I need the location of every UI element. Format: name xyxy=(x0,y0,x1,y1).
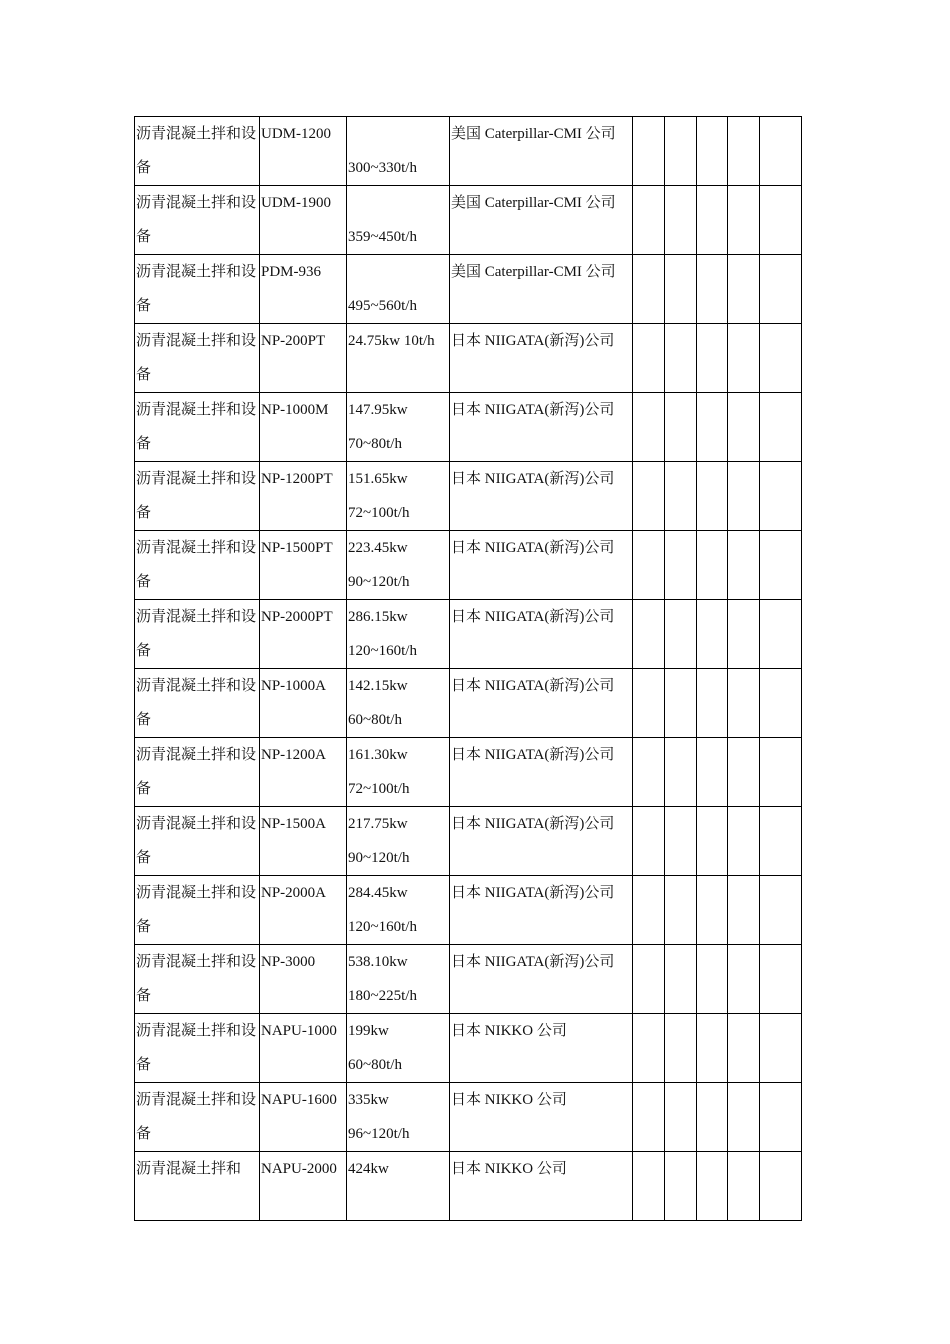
equipment-name: 沥青混凝土拌和设备 xyxy=(136,816,257,866)
power-rating xyxy=(347,255,449,289)
empty-cell xyxy=(633,186,665,255)
equipment-name: 沥青混凝土拌和设备 xyxy=(136,471,257,521)
model-cell xyxy=(260,117,347,186)
empty-cell xyxy=(633,462,665,531)
empty-cell xyxy=(760,462,802,531)
model-number: UDM-1900 xyxy=(261,195,331,211)
equipment-name-cell xyxy=(135,117,260,186)
empty-cell xyxy=(633,807,665,876)
empty-cell xyxy=(760,117,802,186)
power-rating: 199kw xyxy=(348,1023,389,1039)
equipment-name-cell xyxy=(135,462,260,531)
model-cell xyxy=(260,1014,347,1083)
model-cell xyxy=(260,738,347,807)
empty-cell xyxy=(728,462,760,531)
empty-cell xyxy=(633,738,665,807)
equipment-name: 沥青混凝土拌和设备 xyxy=(136,1092,257,1142)
empty-cell xyxy=(665,945,697,1014)
model-cell xyxy=(260,945,347,1014)
table-row xyxy=(135,738,802,807)
empty-cell xyxy=(728,807,760,876)
empty-cell xyxy=(697,945,728,1014)
model-number: NAPU-2000 xyxy=(261,1161,337,1177)
empty-cell xyxy=(665,531,697,600)
capacity-rating xyxy=(347,1186,449,1220)
model-number: PDM-936 xyxy=(261,264,322,280)
power-rating: 142.15kw xyxy=(348,678,408,694)
table-row xyxy=(135,117,802,186)
power-rating: 286.15kw xyxy=(348,609,408,625)
power-rating xyxy=(347,117,449,151)
manufacturer: 日本 NIIGATA(新泻)公司 xyxy=(451,816,615,832)
empty-cell xyxy=(633,1014,665,1083)
empty-cell xyxy=(633,255,665,324)
model-number: NP-2000PT xyxy=(261,609,333,625)
empty-cell xyxy=(665,669,697,738)
spec-cell xyxy=(347,393,450,462)
equipment-name-cell xyxy=(135,1152,260,1221)
empty-cell xyxy=(633,600,665,669)
empty-cell xyxy=(760,255,802,324)
capacity-rating: 60~80t/h xyxy=(348,1057,402,1073)
capacity-rating: 120~160t/h xyxy=(348,643,417,659)
equipment-name-cell xyxy=(135,669,260,738)
empty-cell xyxy=(665,876,697,945)
manufacturer: 日本 NIIGATA(新泻)公司 xyxy=(451,402,615,418)
equipment-name: 沥青混凝土拌和设备 xyxy=(136,333,257,383)
capacity-rating: 60~80t/h xyxy=(348,712,402,728)
empty-cell xyxy=(728,324,760,393)
power-rating: 24.75kw 10t/h xyxy=(348,333,435,349)
manufacturer: 日本 NIIGATA(新泻)公司 xyxy=(451,885,615,901)
equipment-name: 沥青混凝土拌和设备 xyxy=(136,609,257,659)
spec-cell xyxy=(347,1014,450,1083)
empty-cell xyxy=(728,1083,760,1152)
equipment-name-cell xyxy=(135,1014,260,1083)
empty-cell xyxy=(633,876,665,945)
empty-cell xyxy=(760,186,802,255)
model-number: NP-200PT xyxy=(261,333,326,349)
equipment-name-cell xyxy=(135,876,260,945)
table-row xyxy=(135,393,802,462)
capacity-rating: 96~120t/h xyxy=(348,1126,410,1142)
equipment-table xyxy=(134,116,802,1221)
manufacturer: 日本 NIKKO 公司 xyxy=(451,1161,567,1177)
empty-cell xyxy=(760,876,802,945)
table-row xyxy=(135,1083,802,1152)
manufacturer-cell xyxy=(450,462,633,531)
empty-cell xyxy=(760,1014,802,1083)
spec-cell xyxy=(347,324,450,393)
manufacturer-cell xyxy=(450,600,633,669)
empty-cell xyxy=(697,1152,728,1221)
model-cell xyxy=(260,669,347,738)
manufacturer: 日本 NIIGATA(新泻)公司 xyxy=(451,954,615,970)
manufacturer: 美国 Caterpillar-CMI 公司 xyxy=(451,264,616,280)
table-row xyxy=(135,600,802,669)
empty-cell xyxy=(728,393,760,462)
manufacturer: 日本 NIIGATA(新泻)公司 xyxy=(451,471,615,487)
manufacturer-cell xyxy=(450,117,633,186)
model-cell xyxy=(260,186,347,255)
table-row xyxy=(135,324,802,393)
empty-cell xyxy=(760,324,802,393)
equipment-name: 沥青混凝土拌和 xyxy=(136,1161,242,1177)
model-number: NP-1200PT xyxy=(261,471,333,487)
capacity-rating: 70~80t/h xyxy=(348,436,402,452)
model-cell xyxy=(260,876,347,945)
spec-cell xyxy=(347,600,450,669)
table-row xyxy=(135,1014,802,1083)
empty-cell xyxy=(697,186,728,255)
model-number: NP-1000A xyxy=(261,678,327,694)
empty-cell xyxy=(728,600,760,669)
equipment-name-cell xyxy=(135,807,260,876)
empty-cell xyxy=(665,255,697,324)
manufacturer: 日本 NIIGATA(新泻)公司 xyxy=(451,747,615,763)
capacity-rating: 72~100t/h xyxy=(348,505,410,521)
capacity-rating: 495~560t/h xyxy=(348,298,417,314)
empty-cell xyxy=(665,600,697,669)
empty-cell xyxy=(760,531,802,600)
manufacturer-cell xyxy=(450,1152,633,1221)
empty-cell xyxy=(697,324,728,393)
capacity-rating: 90~120t/h xyxy=(348,574,410,590)
power-rating: 217.75kw xyxy=(348,816,408,832)
empty-cell xyxy=(665,738,697,807)
spec-cell xyxy=(347,876,450,945)
table-row xyxy=(135,876,802,945)
equipment-name-cell xyxy=(135,255,260,324)
empty-cell xyxy=(697,807,728,876)
empty-cell xyxy=(665,807,697,876)
table-row xyxy=(135,531,802,600)
empty-cell xyxy=(665,462,697,531)
manufacturer-cell xyxy=(450,1083,633,1152)
table-row xyxy=(135,186,802,255)
empty-cell xyxy=(760,945,802,1014)
spec-cell xyxy=(347,1152,450,1221)
empty-cell xyxy=(760,738,802,807)
empty-cell xyxy=(697,255,728,324)
empty-cell xyxy=(633,945,665,1014)
empty-cell xyxy=(665,1014,697,1083)
equipment-name: 沥青混凝土拌和设备 xyxy=(136,885,257,935)
model-cell xyxy=(260,531,347,600)
equipment-name-cell xyxy=(135,945,260,1014)
empty-cell xyxy=(760,1083,802,1152)
equipment-name-cell xyxy=(135,393,260,462)
empty-cell xyxy=(697,462,728,531)
spec-cell xyxy=(347,186,450,255)
equipment-name-cell xyxy=(135,324,260,393)
equipment-name-cell xyxy=(135,531,260,600)
manufacturer: 日本 NIIGATA(新泻)公司 xyxy=(451,540,615,556)
manufacturer: 美国 Caterpillar-CMI 公司 xyxy=(451,126,616,142)
manufacturer-cell xyxy=(450,669,633,738)
equipment-name: 沥青混凝土拌和设备 xyxy=(136,1023,257,1073)
empty-cell xyxy=(728,186,760,255)
equipment-name-cell xyxy=(135,600,260,669)
manufacturer: 日本 NIKKO 公司 xyxy=(451,1092,567,1108)
spec-cell xyxy=(347,462,450,531)
spec-cell xyxy=(347,1083,450,1152)
equipment-name: 沥青混凝土拌和设备 xyxy=(136,195,257,245)
spec-cell xyxy=(347,117,450,186)
empty-cell xyxy=(728,531,760,600)
equipment-name: 沥青混凝土拌和设备 xyxy=(136,264,257,314)
power-rating: 424kw xyxy=(348,1161,389,1177)
empty-cell xyxy=(633,1083,665,1152)
empty-cell xyxy=(665,1152,697,1221)
manufacturer-cell xyxy=(450,531,633,600)
model-cell xyxy=(260,1083,347,1152)
table-row xyxy=(135,945,802,1014)
model-number: NP-1000M xyxy=(261,402,329,418)
table-body xyxy=(135,117,802,1221)
equipment-name-cell xyxy=(135,1083,260,1152)
empty-cell xyxy=(760,393,802,462)
equipment-name-cell xyxy=(135,186,260,255)
empty-cell xyxy=(697,531,728,600)
model-number: NP-1500A xyxy=(261,816,327,832)
empty-cell xyxy=(633,393,665,462)
manufacturer-cell xyxy=(450,186,633,255)
spec-cell xyxy=(347,807,450,876)
equipment-name-cell xyxy=(135,738,260,807)
manufacturer: 日本 NIKKO 公司 xyxy=(451,1023,567,1039)
empty-cell xyxy=(728,1152,760,1221)
empty-cell xyxy=(697,393,728,462)
model-cell xyxy=(260,462,347,531)
spec-cell xyxy=(347,255,450,324)
power-rating: 151.65kw xyxy=(348,471,408,487)
model-number: NAPU-1600 xyxy=(261,1092,337,1108)
spec-cell xyxy=(347,945,450,1014)
empty-cell xyxy=(633,324,665,393)
table-row xyxy=(135,669,802,738)
power-rating: 335kw xyxy=(348,1092,389,1108)
capacity-rating: 359~450t/h xyxy=(348,229,417,245)
empty-cell xyxy=(728,117,760,186)
manufacturer-cell xyxy=(450,807,633,876)
capacity-rating: 72~100t/h xyxy=(348,781,410,797)
manufacturer-cell xyxy=(450,255,633,324)
empty-cell xyxy=(697,738,728,807)
manufacturer-cell xyxy=(450,393,633,462)
empty-cell xyxy=(633,669,665,738)
table-row xyxy=(135,807,802,876)
model-number: NAPU-1000 xyxy=(261,1023,337,1039)
model-number: NP-1200A xyxy=(261,747,327,763)
empty-cell xyxy=(728,1014,760,1083)
empty-cell xyxy=(728,738,760,807)
model-cell xyxy=(260,1152,347,1221)
manufacturer: 美国 Caterpillar-CMI 公司 xyxy=(451,195,616,211)
power-rating xyxy=(347,186,449,220)
model-number: NP-3000 xyxy=(261,954,316,970)
model-number: UDM-1200 xyxy=(261,126,331,142)
power-rating: 223.45kw xyxy=(348,540,408,556)
equipment-name: 沥青混凝土拌和设备 xyxy=(136,126,257,176)
model-cell xyxy=(260,255,347,324)
empty-cell xyxy=(633,117,665,186)
equipment-name: 沥青混凝土拌和设备 xyxy=(136,540,257,590)
empty-cell xyxy=(633,1152,665,1221)
manufacturer-cell xyxy=(450,324,633,393)
table-row xyxy=(135,255,802,324)
empty-cell xyxy=(728,255,760,324)
table-row xyxy=(135,462,802,531)
empty-cell xyxy=(760,669,802,738)
capacity-rating: 120~160t/h xyxy=(348,919,417,935)
empty-cell xyxy=(665,324,697,393)
table-row xyxy=(135,1152,802,1221)
empty-cell xyxy=(665,1083,697,1152)
empty-cell xyxy=(697,1014,728,1083)
manufacturer-cell xyxy=(450,945,633,1014)
empty-cell xyxy=(760,807,802,876)
model-cell xyxy=(260,600,347,669)
empty-cell xyxy=(633,531,665,600)
manufacturer: 日本 NIIGATA(新泻)公司 xyxy=(451,609,615,625)
empty-cell xyxy=(760,1152,802,1221)
equipment-name: 沥青混凝土拌和设备 xyxy=(136,954,257,1004)
capacity-rating: 180~225t/h xyxy=(348,988,417,1004)
empty-cell xyxy=(697,117,728,186)
empty-cell xyxy=(665,186,697,255)
power-rating: 284.45kw xyxy=(348,885,408,901)
manufacturer-cell xyxy=(450,738,633,807)
model-cell xyxy=(260,807,347,876)
capacity-rating xyxy=(347,358,449,392)
empty-cell xyxy=(697,876,728,945)
equipment-name: 沥青混凝土拌和设备 xyxy=(136,402,257,452)
capacity-rating: 90~120t/h xyxy=(348,850,410,866)
empty-cell xyxy=(728,945,760,1014)
model-cell xyxy=(260,393,347,462)
empty-cell xyxy=(697,1083,728,1152)
model-number: NP-1500PT xyxy=(261,540,333,556)
manufacturer-cell xyxy=(450,876,633,945)
manufacturer-cell xyxy=(450,1014,633,1083)
capacity-rating: 300~330t/h xyxy=(348,160,417,176)
equipment-name: 沥青混凝土拌和设备 xyxy=(136,678,257,728)
empty-cell xyxy=(760,600,802,669)
spec-cell xyxy=(347,669,450,738)
empty-cell xyxy=(697,669,728,738)
manufacturer: 日本 NIIGATA(新泻)公司 xyxy=(451,333,615,349)
model-number: NP-2000A xyxy=(261,885,327,901)
empty-cell xyxy=(665,393,697,462)
manufacturer: 日本 NIIGATA(新泻)公司 xyxy=(451,678,615,694)
empty-cell xyxy=(728,876,760,945)
spec-cell xyxy=(347,531,450,600)
model-cell xyxy=(260,324,347,393)
equipment-name: 沥青混凝土拌和设备 xyxy=(136,747,257,797)
empty-cell xyxy=(697,600,728,669)
power-rating: 147.95kw xyxy=(348,402,408,418)
power-rating: 161.30kw xyxy=(348,747,408,763)
spec-cell xyxy=(347,738,450,807)
power-rating: 538.10kw xyxy=(348,954,408,970)
empty-cell xyxy=(665,117,697,186)
empty-cell xyxy=(728,669,760,738)
